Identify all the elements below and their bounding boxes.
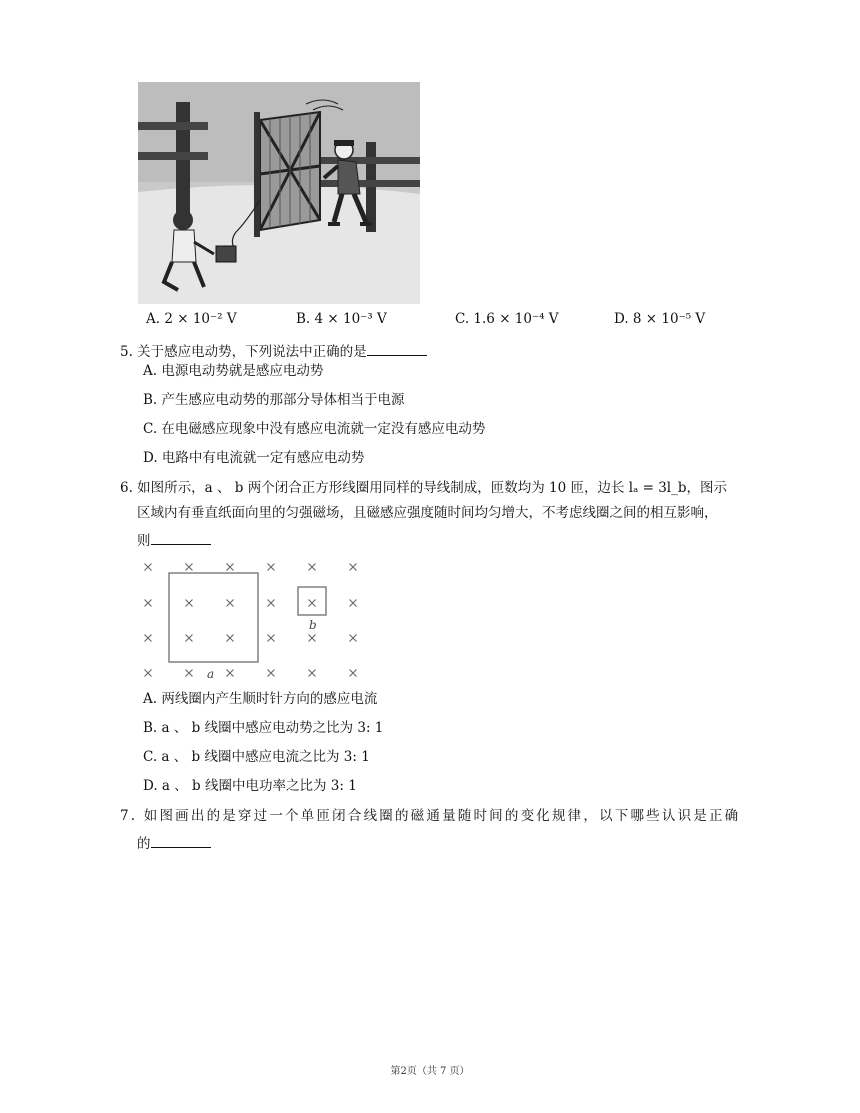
q5-option-d: D. 电路中有电流就一定有感应电动势 [143,450,365,466]
field-cross-mark [227,600,234,607]
field-cross-mark [350,564,357,571]
answer-blank[interactable] [151,835,211,848]
q5-option-b: B. 产生感应电动势的那部分导体相当于电源 [143,392,405,408]
coil-a [169,573,258,662]
field-cross-mark [268,600,275,607]
coil-a-label: a [207,667,215,681]
field-cross-mark [350,600,357,607]
field-cross-mark [268,635,275,642]
q6-line1: 6. 如图所示，a 、 b 两个闭合正方形线圈用同样的导线制成，匝数均为 10 匝，边长 lₐ = 3l_b，图示 [120,480,728,496]
field-cross-mark [268,670,275,677]
field-cross-mark [309,670,316,677]
q6-line2: 区域内有垂直纸面向里的匀强磁场，且磁感应强度随时间均匀增大，不考虑线圈之间的相互影响， [137,505,718,521]
gate-illustration [138,82,420,304]
field-cross-mark [186,600,193,607]
q4-option-c: C. 1.6 × 10⁻⁴ V [455,311,559,327]
answer-blank[interactable] [367,343,427,356]
coil-b-label: b [309,618,317,632]
q7-line2 [137,835,211,852]
field-cross-mark [145,635,152,642]
q6-option-d: D. a 、 b 线圈中电功率之比为 3: 1 [143,778,357,794]
q6-line3 [137,532,211,549]
q4-option-a: A. 2 × 10⁻² V [146,311,237,327]
field-cross-mark [350,635,357,642]
field-cross-mark [186,635,193,642]
field-cross-mark [309,564,316,571]
field-cross-mark [145,670,152,677]
q5-stem [120,343,427,360]
field-cross-mark [350,670,357,677]
q7-line1: 7. 如图画出的是穿过一个单匝闭合线圈的磁通量随时间的变化规律，以下哪些认识是正确 [120,808,741,824]
q6-option-b: B. a 、 b 线圈中感应电动势之比为 3: 1 [143,720,384,736]
magnetic-field-figure [138,557,368,685]
q6-option-a: A. 两线圈内产生顺时针方向的感应电流 [143,691,378,707]
q5-option-c: C. 在电磁感应现象中没有感应电流就一定没有感应电动势 [143,421,486,437]
q6-option-c: C. a 、 b 线圈中感应电流之比为 3: 1 [143,749,370,765]
page-footer: 第2页（共 7 页） [390,1066,470,1077]
field-cross-mark [227,670,234,677]
field-cross-mark [145,564,152,571]
q4-option-b: B. 4 × 10⁻³ V [296,311,387,327]
field-cross-mark [309,635,316,642]
field-cross-mark [309,600,316,607]
field-cross-mark [186,564,193,571]
field-cross-mark [227,635,234,642]
q5-option-a: A. 电源电动势就是感应电动势 [143,363,324,379]
field-cross-mark [227,564,234,571]
q5-stem-text: 5. 关于感应电动势，下列说法中正确的是 [120,344,367,360]
q4-option-d: D. 8 × 10⁻⁵ V [614,311,706,327]
q6-line3-text: 则 [137,533,151,549]
answer-blank[interactable] [151,532,211,545]
coil-b [298,587,326,615]
field-cross-mark [145,600,152,607]
q7-line2-text: 的 [137,836,151,852]
field-cross-mark [268,564,275,571]
field-cross-mark [186,670,193,677]
